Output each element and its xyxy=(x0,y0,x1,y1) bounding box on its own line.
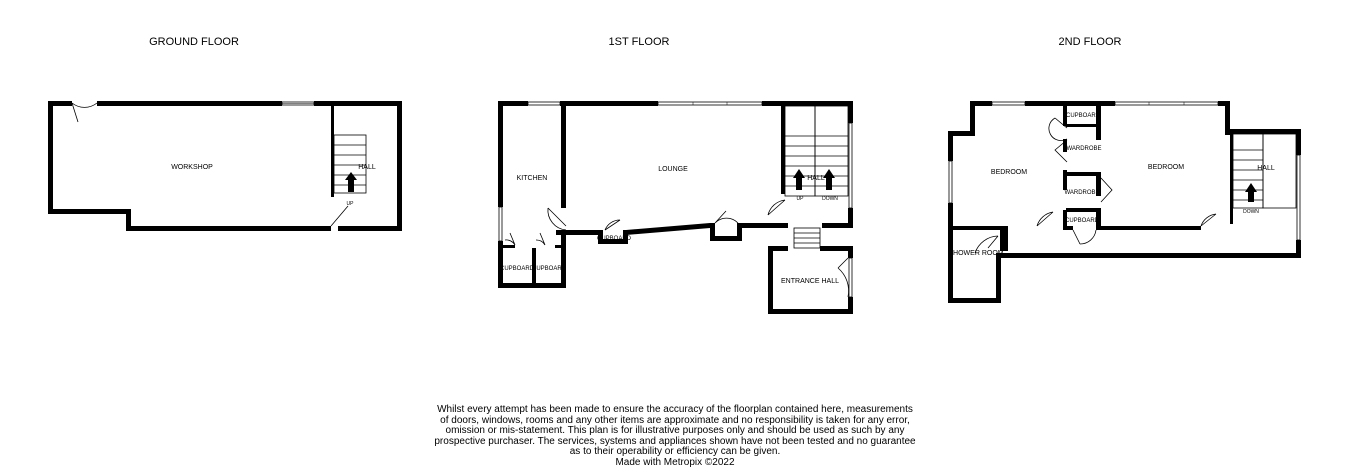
disclaimer-line: Whilst every attempt has been made to ensure the accuracy of the floorplan contained here, measurements xyxy=(437,404,913,415)
lounge-label: LOUNGE xyxy=(658,166,688,173)
first-floor-title: 1ST FLOOR xyxy=(608,36,670,48)
first-hall-label: HALL xyxy=(807,175,825,182)
first-floor-plan xyxy=(498,101,853,314)
first-up-label: UP xyxy=(796,196,804,202)
cupboard-top-label: CUPBOARD xyxy=(1065,113,1101,119)
stair-down-arrow-icon xyxy=(1245,183,1257,202)
bedroom-left-label: BEDROOM xyxy=(990,169,1028,176)
second-floor-plan xyxy=(948,101,1301,303)
first-down-label: DOWN xyxy=(822,196,838,202)
bedroom-right-label: BEDROOM xyxy=(1147,164,1185,171)
cupboard-bottom-label: CUPBOARD xyxy=(1064,218,1100,224)
ground-floor-title: GROUND FLOOR xyxy=(149,36,239,48)
shower-room-label: SHOWER ROOM xyxy=(948,250,1004,257)
down-arrow-icon xyxy=(823,169,835,190)
disclaimer-line: omission or mis-statement. This plan is for illustrative purposes only and should be used as such by any xyxy=(445,425,905,436)
ground-up-label: UP xyxy=(346,201,354,207)
cupboard-mid-label: CUPBOARD xyxy=(596,236,632,242)
disclaimer-line: of doors, windows, rooms and any other items are approximate and no responsibility is taken for any error, xyxy=(440,414,910,426)
ground-floor-plan xyxy=(48,101,402,231)
ground-hall-label: HALL xyxy=(358,164,376,171)
wardrobe-bottom-label: WARDROBE xyxy=(1064,190,1100,196)
cupboard-right-label: CUPBOARD xyxy=(531,266,567,272)
up-arrow-icon xyxy=(793,169,805,190)
second-hall-label: HALL xyxy=(1257,165,1275,172)
copyright: Made with Metropix ©2022 xyxy=(615,456,735,468)
wardrobe-top-label: WARDROBE xyxy=(1066,146,1102,152)
cupboard-left-label: CUPBOARD xyxy=(499,266,535,272)
entrance-hall-label: ENTRANCE HALL xyxy=(781,278,839,285)
kitchen-label: KITCHEN xyxy=(516,175,548,182)
disclaimer xyxy=(425,405,925,468)
second-floor-title: 2ND FLOOR xyxy=(1058,36,1122,48)
disclaimer-line: as to their operability or efficiency can be given. xyxy=(569,446,781,457)
workshop-label: WORKSHOP xyxy=(171,164,213,171)
second-down-label: DOWN xyxy=(1243,209,1259,215)
disclaimer-line: prospective purchaser. The services, systems and appliances shown have not been tested and no guarantee xyxy=(434,435,916,447)
